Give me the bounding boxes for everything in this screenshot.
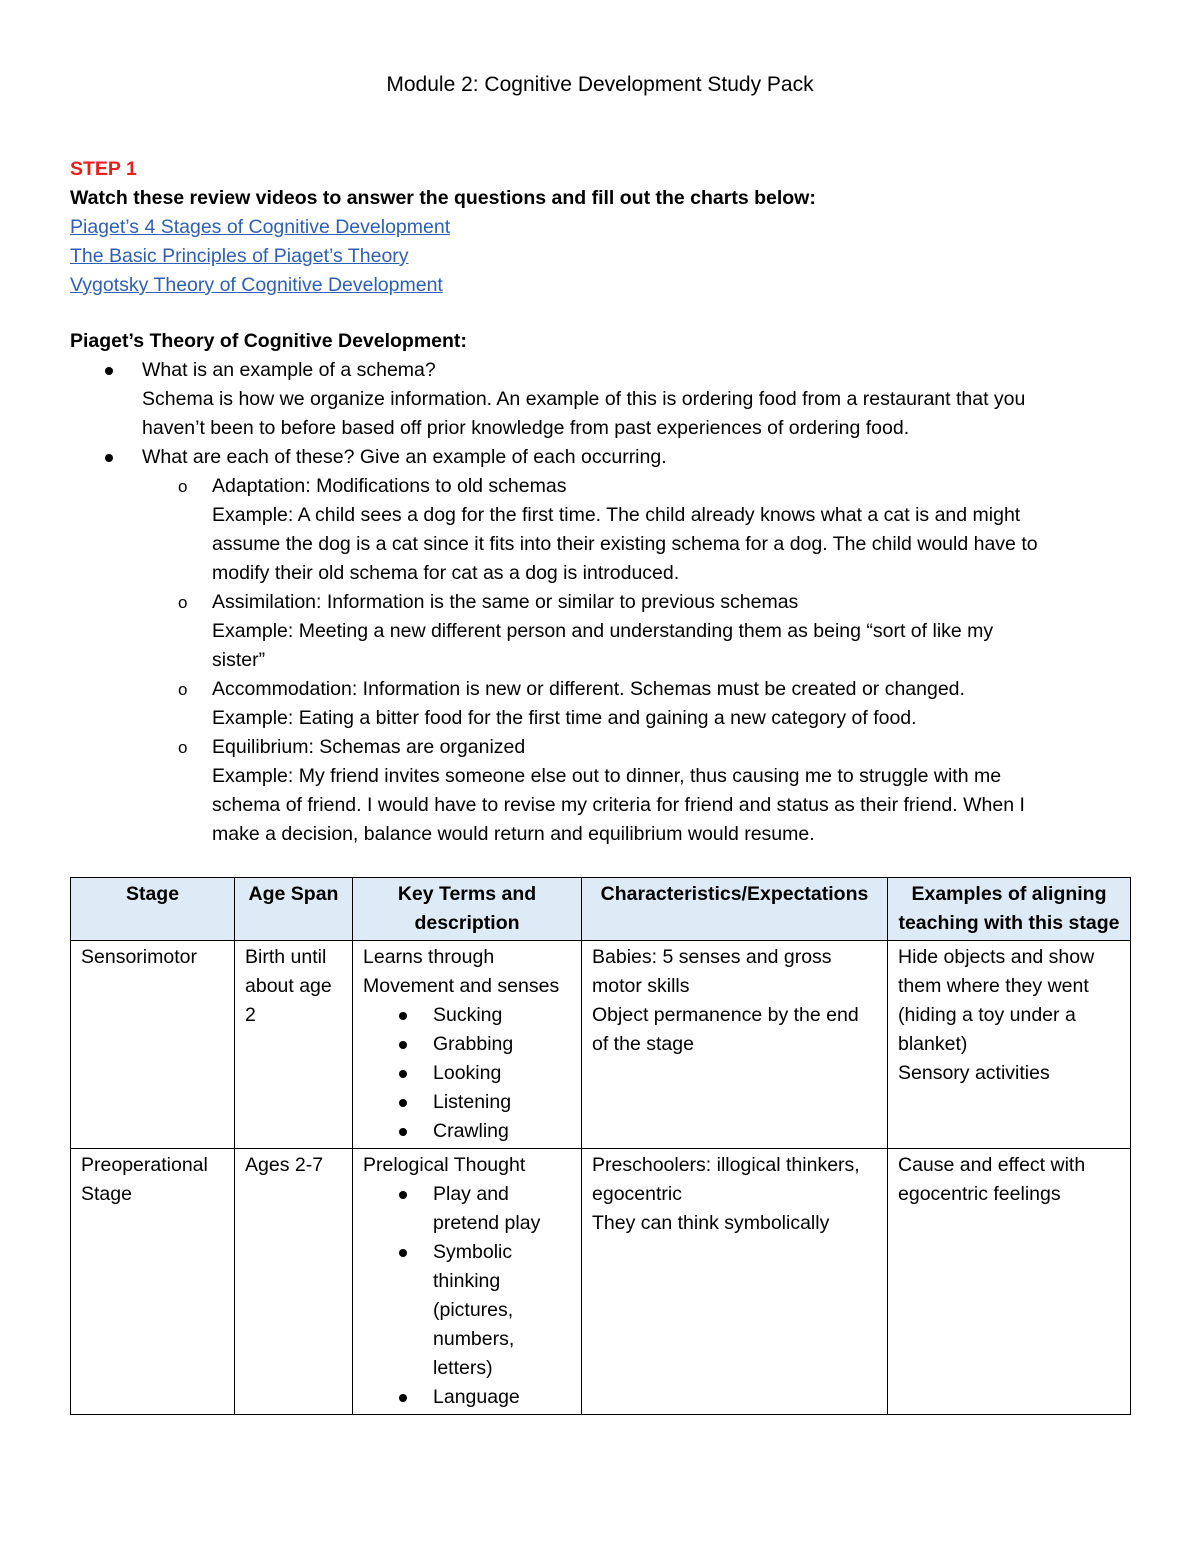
list-item-text: Looking	[433, 1062, 502, 1084]
term-definition: Adaptation: Modifications to old schemas	[212, 475, 567, 497]
bullet-icon	[105, 454, 113, 462]
list-item	[363, 1180, 571, 1238]
list-item-text: Listening	[433, 1091, 512, 1113]
bullet-icon	[399, 1012, 407, 1020]
term-example-line: Example: My friend invites someone else out to dinner, thus causing me to struggle with me	[212, 765, 1002, 787]
circle-bullet-icon: o	[178, 680, 188, 699]
example-text: Hide objects and show them where they went (hiding a toy under a blanket)	[898, 946, 1095, 1055]
term-example-line: Example: A child sees a dog for the first time. The child already knows what a cat is and might	[212, 504, 1021, 526]
term-assimilation	[142, 588, 1140, 675]
link-piaget-stages[interactable]: Piaget’s 4 Stages of Cognitive Development	[70, 216, 451, 238]
term-example-line: Example: Eating a bitter food for the first time and gaining a new category of food.	[212, 707, 917, 729]
table-row	[71, 1149, 1131, 1415]
bullet-icon	[399, 1249, 407, 1257]
header-key-terms: Key Terms and description	[353, 878, 582, 941]
circle-bullet-icon: o	[178, 593, 188, 612]
question-schema	[70, 356, 1140, 443]
list-item	[363, 1030, 571, 1059]
circle-bullet-icon: o	[178, 738, 188, 757]
list-item-text: Symbolic thinking (pictures, numbers, letters)	[433, 1241, 515, 1379]
cell-key-terms	[353, 1149, 582, 1415]
key-terms-intro: Prelogical Thought	[363, 1154, 526, 1176]
cell-stage: Preoperational Stage	[71, 1149, 235, 1415]
list-item	[363, 1001, 571, 1030]
cell-age: Birth until about age 2	[235, 941, 353, 1149]
step-label: STEP 1	[70, 158, 137, 180]
cell-characteristics	[582, 941, 888, 1149]
question-text: What is an example of a schema?	[142, 359, 436, 381]
example-text: Cause and effect with egocentric feelings	[898, 1154, 1086, 1205]
characteristic-text: Babies: 5 senses and gross motor skills	[592, 946, 832, 997]
term-adaptation	[142, 472, 1140, 588]
answer-line: Schema is how we organize information. An example of this is ordering food from a restaurant that you	[142, 388, 1026, 410]
spacer	[70, 300, 1140, 327]
header-characteristics: Characteristics/Expectations	[582, 878, 888, 941]
term-accommodation	[142, 675, 1140, 733]
list-item-text: Play and pretend play	[433, 1183, 541, 1234]
circle-bullet-icon: o	[178, 477, 188, 496]
bullet-icon	[399, 1070, 407, 1078]
cell-stage: Sensorimotor	[71, 941, 235, 1149]
list-item-text: Language	[433, 1386, 520, 1408]
list-item	[363, 1059, 571, 1088]
cell-characteristics	[582, 1149, 888, 1415]
list-item-text: Crawling	[433, 1120, 509, 1142]
term-example-line: modify their old schema for cat as a dog is introduced.	[212, 562, 680, 584]
term-example-line: sister”	[212, 649, 266, 671]
step-instruction: Watch these review videos to answer the questions and fill out the charts below:	[70, 187, 816, 209]
list-item	[363, 1238, 571, 1383]
bullet-icon	[399, 1128, 407, 1136]
list-item	[363, 1117, 571, 1146]
list-item-text: Grabbing	[433, 1033, 514, 1055]
cell-examples	[888, 941, 1131, 1149]
term-example-line: Example: Meeting a new different person and understanding them as being “sort of like my	[212, 620, 994, 642]
stages-table	[70, 877, 1131, 1415]
header-stage: Stage	[71, 878, 235, 941]
term-definition: Equilibrium: Schemas are organized	[212, 736, 526, 758]
table-header-row	[71, 878, 1131, 941]
list-item	[363, 1383, 571, 1412]
list-item-text: Sucking	[433, 1004, 503, 1026]
question-terms	[70, 443, 1140, 849]
piaget-heading: Piaget’s Theory of Cognitive Development:	[70, 330, 467, 352]
key-terms-intro: Learns through Movement and senses	[363, 946, 560, 997]
list-item	[363, 1088, 571, 1117]
bullet-icon	[399, 1099, 407, 1107]
table-row	[71, 941, 1131, 1149]
cell-key-terms	[353, 941, 582, 1149]
header-examples: Examples of aligning teaching with this stage	[888, 878, 1131, 941]
term-example-line: assume the dog is a cat since it fits into their existing schema for a dog. The child would have to	[212, 533, 1038, 555]
key-terms-list	[363, 1180, 571, 1412]
characteristic-text: Preschoolers: illogical thinkers, egocentric	[592, 1154, 860, 1205]
term-example-line: schema of friend. I would have to revise my criteria for friend and status as their friend. When I	[212, 794, 1025, 816]
characteristic-text: Object permanence by the end of the stage	[592, 1004, 859, 1055]
document-body	[70, 155, 1140, 849]
link-vygotsky-theory[interactable]: Vygotsky Theory of Cognitive Development	[70, 274, 443, 296]
bullet-icon	[399, 1041, 407, 1049]
answer-line: haven’t been to before based off prior knowledge from past experiences of ordering food.	[142, 417, 910, 439]
term-example-line: make a decision, balance would return and equilibrium would resume.	[212, 823, 815, 845]
question-list	[70, 356, 1140, 849]
bullet-icon	[399, 1191, 407, 1199]
characteristic-text: They can think symbolically	[592, 1212, 830, 1234]
link-piaget-principles[interactable]: The Basic Principles of Piaget’s Theory	[70, 245, 409, 267]
term-definition: Assimilation: Information is the same or similar to previous schemas	[212, 591, 799, 613]
document-title: Module 2: Cognitive Development Study Pack	[386, 73, 814, 96]
term-list	[142, 472, 1140, 849]
example-text: Sensory activities	[898, 1062, 1050, 1084]
header-age-span: Age Span	[235, 878, 353, 941]
bullet-icon	[105, 367, 113, 375]
term-definition: Accommodation: Information is new or different. Schemas must be created or changed.	[212, 678, 965, 700]
question-text: What are each of these? Give an example of each occurring.	[142, 446, 667, 468]
cell-age: Ages 2-7	[235, 1149, 353, 1415]
term-equilibrium	[142, 733, 1140, 849]
key-terms-list	[363, 1001, 571, 1146]
bullet-icon	[399, 1394, 407, 1402]
cell-examples	[888, 1149, 1131, 1415]
